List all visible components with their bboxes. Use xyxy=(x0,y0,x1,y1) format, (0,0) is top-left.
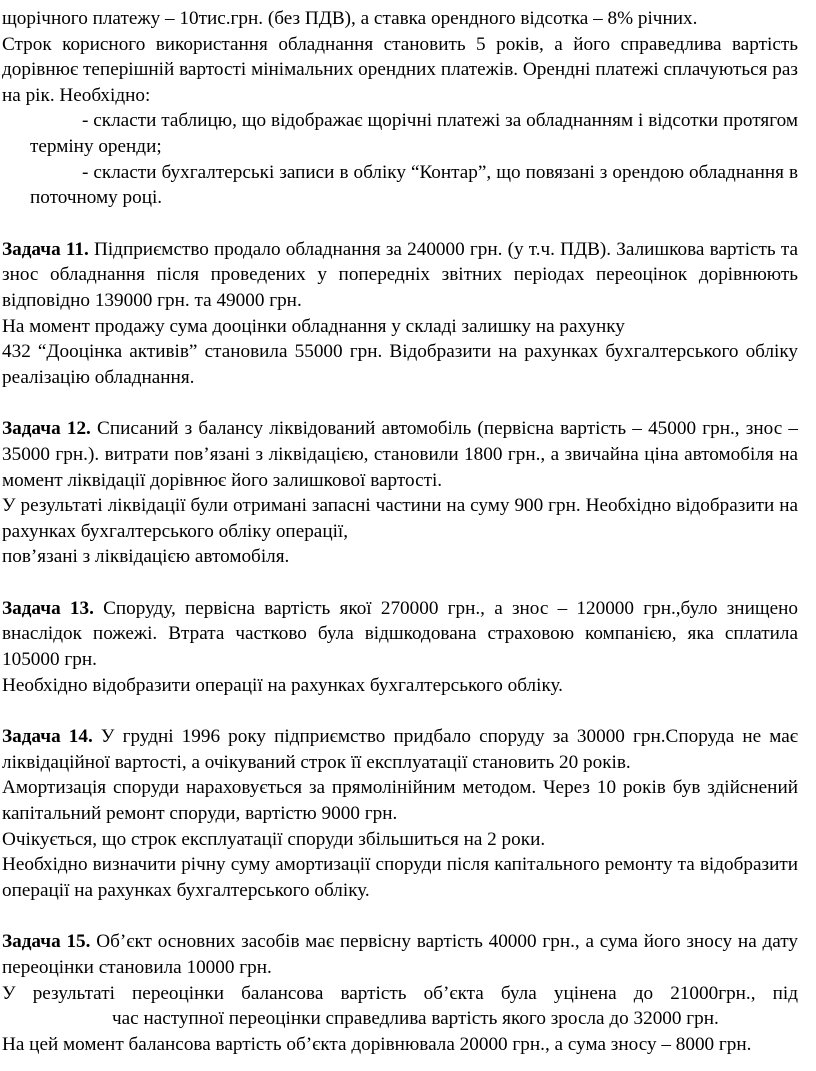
spacer xyxy=(2,903,798,929)
list-item: - скласти таблицю, що відображає щорічні платежі за обладнанням і відсотки протягом терміну оренди; xyxy=(30,110,798,157)
intro-line: щорічного платежу – 10тис.грн. (без ПДВ), а ставка орендного відсотка – 8% річних. xyxy=(2,8,698,29)
task-label: Задача 13. xyxy=(2,597,94,619)
task-text: Очікується, що строк експлуатації споруди збільшиться на 2 роки. xyxy=(2,828,546,850)
list-item: - скласти бухгалтерські записи в обліку “Контар”, що повязані з орендою обладнання в поточному році. xyxy=(30,161,798,209)
task-text: Необхідно визначити річну суму амортизації споруди після капітального ремонту та відобразити операції на рахунках бухгалтерського обліку. xyxy=(2,854,798,901)
intro-paragraph: Строк корисного використання обладнання становить 5 років, а його справедлива вартість дорівнює теперішній вартості мінімальних орендних платежів. Орендні платежі сплачуються раз на рік. Необхідно: xyxy=(2,33,798,106)
task-text: У результаті переоцінки балансова вартість об’єкта була уцінена до 21000грн., під xyxy=(2,982,798,1004)
task-13 xyxy=(2,596,798,673)
task-12 xyxy=(2,416,798,493)
spacer xyxy=(2,698,798,724)
task-11 xyxy=(2,237,798,314)
task-label: Задача 12. xyxy=(2,418,91,440)
task-text: час наступної переоцінки справедлива вартість якого зросла до 32000 грн. xyxy=(112,1008,719,1030)
task-text: Необхідно відобразити операції на рахунках бухгалтерського обліку. xyxy=(2,674,563,696)
spacer xyxy=(2,570,798,596)
task-text: Підприємство продало обладнання за 240000 грн. (у т.ч. ПДВ). Залишкова вартість та знос обладнання після проведених у попередніх звітних періодах переоцінок дорівнюють відповідно 139000 грн. та 49000 грн. xyxy=(2,238,799,311)
task-text: 432 “Дооцінка активів” становила 55000 грн. Відобразити на рахунках бухгалтерського обліку реалізацію обладнання. xyxy=(2,341,798,388)
task-text: На момент продажу сума дооцінки обладнання у складі залишку на рахунку xyxy=(2,315,625,337)
task-text: Списаний з балансу ліквідований автомобіль (первісна вартість – 45000 грн., знос – 35000 грн.). витрати пов’язані з ліквідацією, становили 1800 грн., а звичайна ціна автомобіля на момент ліквідації дорівнює його залишкової вартості. xyxy=(2,418,798,491)
task-text: У результаті ліквідації були отримані запасні частини на суму 900 грн. Необхідно відобразити на рахунках бухгалтерського обліку операції, xyxy=(2,495,798,542)
task-text: Об’єкт основних засобів має первісну вартість 40000 грн., а сума його зносу на дату переоцінки становила 10000 грн. xyxy=(2,931,799,978)
task-label: Задача 14. xyxy=(2,726,93,748)
spacer xyxy=(2,390,798,416)
task-text: На цей момент балансова вартість об’єкта дорівнювала 20000 грн., а сума зносу – 8000 грн. xyxy=(2,1033,752,1055)
task-15 xyxy=(2,929,798,980)
task-label: Задача 15. xyxy=(2,931,91,953)
task-text: пов’язані з ліквідацією автомобіля. xyxy=(2,546,290,568)
task-text: Амортизація споруди нараховується за прямолінійним методом. Через 10 років був здійснений капітальний ремонт споруди, вартістю 9000 грн. xyxy=(2,777,798,825)
task-text: У грудні 1996 року підприємство придбало споруду за 30000 грн.Споруда не має ліквідаційної вартості, а очікуваний строк її експлуатації становить 20 років. xyxy=(2,726,798,773)
task-text: Споруду, первісна вартість якої 270000 грн., а знос – 120000 грн.,було знищено внаслідок пожежі. Втрата частково була відшкодована страховою компанією, яка сплатила 105000 грн. xyxy=(2,597,799,671)
task-14 xyxy=(2,724,798,775)
task-label: Задача 11. xyxy=(2,238,89,260)
spacer xyxy=(2,211,798,237)
